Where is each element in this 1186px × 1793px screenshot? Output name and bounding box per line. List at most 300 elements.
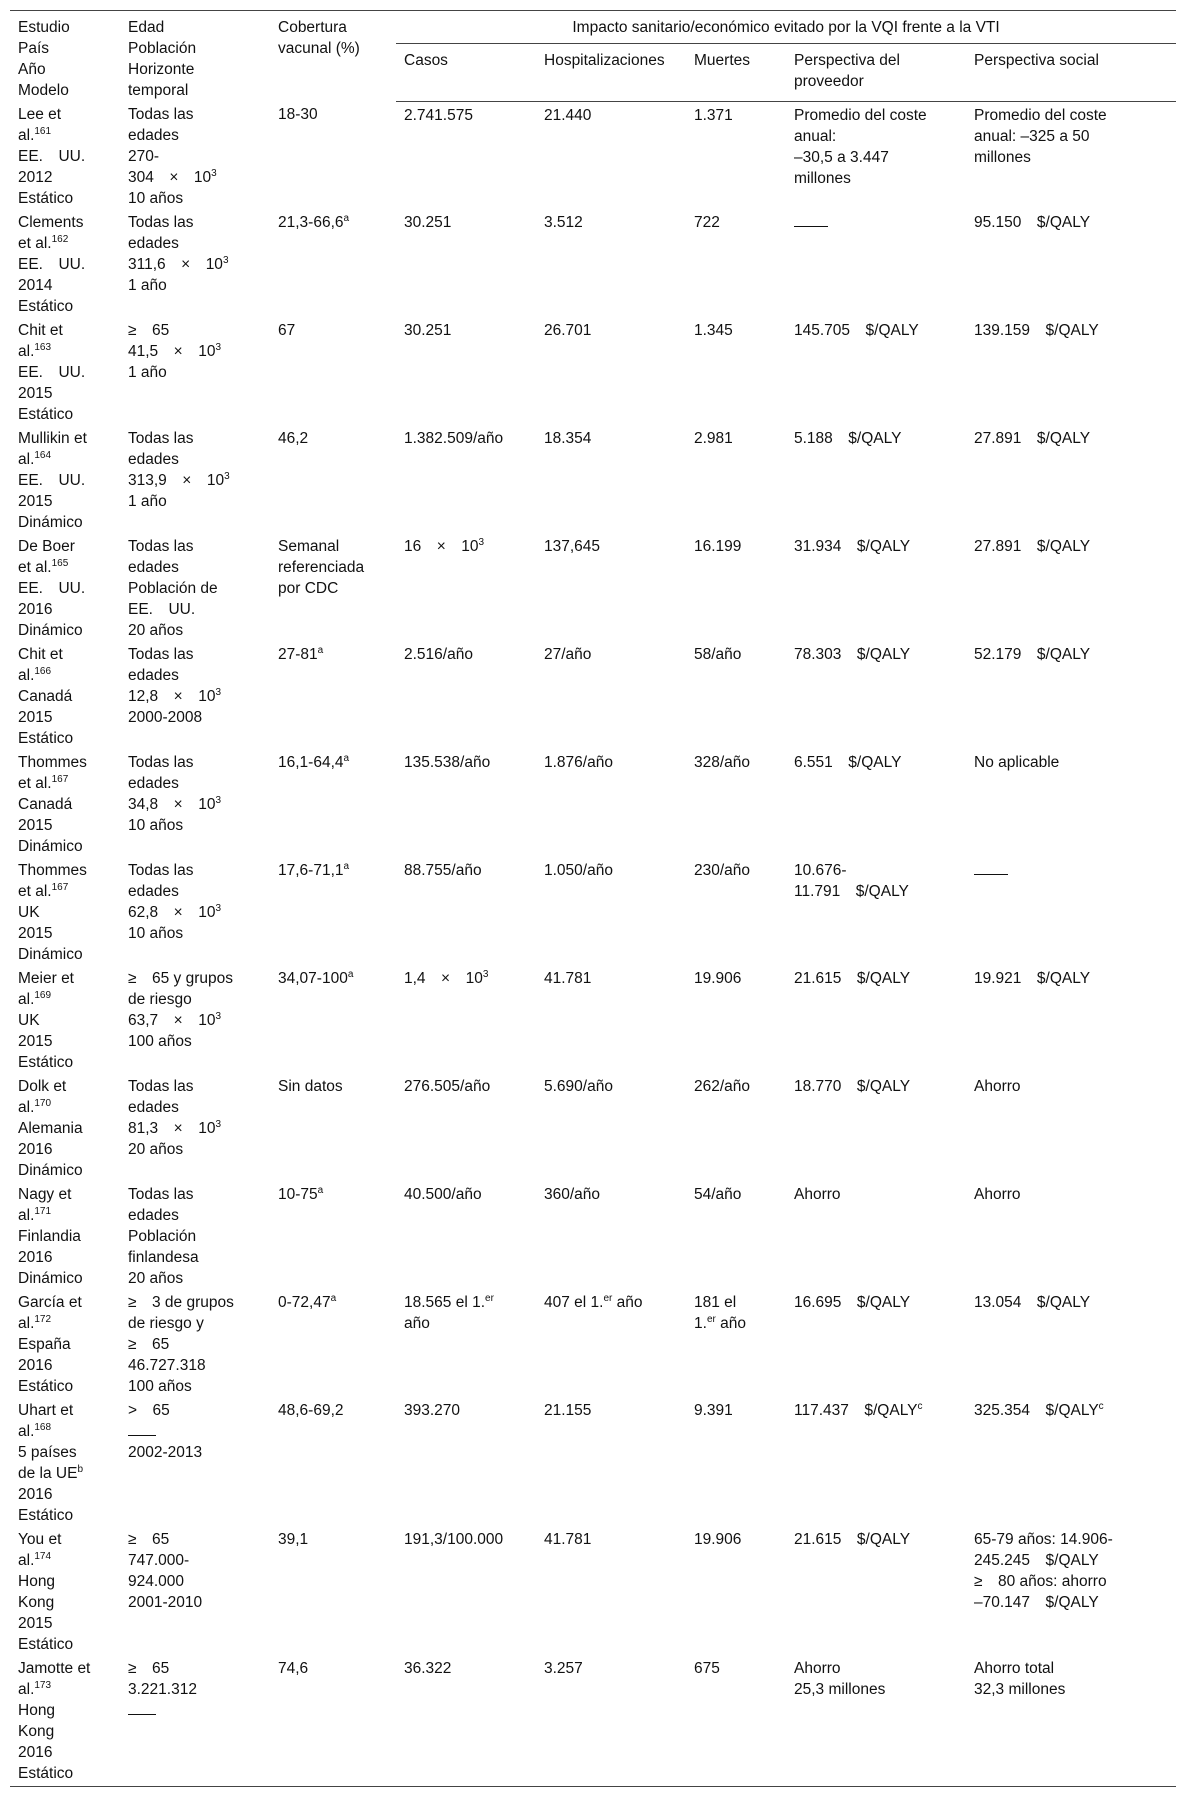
cell-line: 747.000-: [128, 1552, 190, 1569]
cell-edad: [120, 1289, 270, 1397]
cell-estudio: [10, 101, 120, 209]
table-row: [10, 317, 1176, 425]
cell-line: ≥ 80 años: ahorro: [974, 1573, 1107, 1590]
cell-casos: [396, 749, 536, 857]
cell-line: Jamotte et: [18, 1660, 91, 1677]
cell-line: 6.551 $/QALY: [794, 754, 902, 771]
cell-social: [966, 209, 1176, 317]
cell-line: 10 años: [128, 817, 184, 834]
cell-edad: [120, 965, 270, 1073]
cell-line: 26.701: [544, 322, 592, 339]
cell-cobertura: [270, 1073, 396, 1181]
cell-muertes: [686, 965, 786, 1073]
cell-casos: [396, 425, 536, 533]
cell-line: 27.891 $/QALY: [974, 538, 1091, 555]
table-row: [10, 857, 1176, 965]
cell-line: Kong: [18, 1594, 55, 1611]
cell-line: 41.781: [544, 1531, 592, 1548]
cell-line: et al.$^{167}$: [18, 773, 69, 792]
cell-muertes: [686, 425, 786, 533]
cell-social: [966, 101, 1176, 209]
cell-line: 311,6 × $10^3$: [128, 254, 229, 273]
cell-line: 0-72,47$^a$: [278, 1292, 337, 1311]
header-cobertura: Cobertura vacunal (%): [270, 11, 396, 102]
cell-line: al.$^{173}$: [18, 1679, 52, 1698]
cell-line: de riesgo: [128, 991, 192, 1008]
cell-proveedor: [786, 965, 966, 1073]
cell-estudio: [10, 317, 120, 425]
cell-edad: [120, 1181, 270, 1289]
cell-proveedor: [786, 1397, 966, 1526]
superscript: a: [343, 860, 350, 872]
cell-muertes: [686, 749, 786, 857]
cell-muertes: [686, 1397, 786, 1526]
cell-social: [966, 641, 1176, 749]
superscript: er: [485, 1292, 494, 1304]
table-row: [10, 1655, 1176, 1787]
cell-line: 20 años: [128, 1270, 184, 1287]
cell-line: 10 años: [128, 190, 184, 207]
cell-line: 27-81$^a$: [278, 644, 324, 663]
table-row: [10, 965, 1176, 1073]
cell-line: Estático: [18, 1636, 74, 1653]
cell-edad: [120, 209, 270, 317]
cell-line: 1.371: [694, 106, 733, 124]
cell-line: Sin datos: [278, 1078, 343, 1095]
cell-line: 1,4 × $10^3$: [404, 968, 489, 987]
header-hospitalizaciones: Hospitalizaciones: [536, 44, 686, 101]
cell-line: 21,3-66,6$^a$: [278, 212, 350, 231]
cell-line: 2015: [18, 817, 53, 834]
superscript: a: [343, 212, 350, 224]
cell-line: EE. UU.: [18, 472, 86, 489]
cell-muertes: [686, 1181, 786, 1289]
cell-line: Estático: [18, 406, 74, 423]
cell-line: > 65: [128, 1402, 170, 1419]
cell-muertes: [686, 209, 786, 317]
cell-muertes: [686, 1289, 786, 1397]
cell-line: España: [18, 1336, 71, 1353]
cell-line: 18-30: [278, 106, 318, 123]
cell-line: 2012: [18, 169, 53, 186]
cell-estudio: [10, 1397, 120, 1526]
cell-line: 34,8 × $10^3$: [128, 794, 222, 813]
cell-cobertura: [270, 533, 396, 641]
cell-line: 19.906: [694, 970, 742, 987]
cell-line: Ahorro: [974, 1186, 1021, 1203]
cell-line: edades: [128, 559, 179, 576]
cell-line: de riesgo y: [128, 1315, 204, 1332]
cell-line: Todas las: [128, 862, 194, 879]
cell-line: De Boer: [18, 538, 75, 555]
cell-line: 2016: [18, 601, 53, 618]
cell-line: 325.354 $/QALY$^c$: [974, 1400, 1104, 1419]
cell-hosp: [536, 425, 686, 533]
superscript: 168: [34, 1421, 52, 1433]
cell-casos: [396, 1526, 536, 1655]
cell-line: ≥ 65: [128, 1531, 170, 1548]
cell-line: et al.$^{165}$: [18, 557, 69, 576]
table-container: [10, 10, 1176, 1787]
cell-line: –70.147 $/QALY: [974, 1594, 1099, 1611]
superscript: 3: [215, 902, 222, 914]
superscript: 3: [224, 470, 230, 482]
cell-line: Dinámico: [18, 622, 83, 639]
cell-line: 21.615 $/QALY: [794, 1531, 911, 1548]
superscript: 166: [34, 665, 52, 677]
cell-proveedor: [786, 1526, 966, 1655]
cell-line: anual:: [794, 127, 837, 145]
cell-line: 100 años: [128, 1378, 192, 1395]
cell-line: EE. UU.: [18, 364, 86, 381]
superscript: 172: [34, 1313, 52, 1325]
cell-line: 17,6-71,1$^a$: [278, 860, 350, 879]
cell-line: 10-75$^a$: [278, 1184, 324, 1203]
cell-line: 2016: [18, 1744, 53, 1761]
cell-line: 40.500/año: [404, 1186, 482, 1203]
cell-edad: [120, 749, 270, 857]
cell-line: 3.257: [544, 1660, 583, 1677]
cell-proveedor: [786, 857, 966, 965]
cell-estudio: [10, 1526, 120, 1655]
cell-line: 30.251: [404, 322, 452, 339]
cell-hosp: [536, 533, 686, 641]
cell-social: [966, 1655, 1176, 1787]
cell-proveedor: [786, 101, 966, 209]
cell-line: Ahorro total: [974, 1660, 1055, 1677]
superscript: b: [77, 1463, 84, 1475]
cell-line: EE. UU.: [18, 580, 86, 597]
cell-line: 230/año: [694, 862, 751, 879]
cell-line: [128, 1700, 262, 1721]
cell-edad: [120, 1655, 270, 1787]
cell-line: Lee et: [18, 106, 62, 123]
cell-cobertura: [270, 857, 396, 965]
cell-line: 328/año: [694, 754, 751, 771]
cell-line: anual: –325 a 50: [974, 127, 1090, 145]
cell-line: 63,7 × $10^3$: [128, 1010, 222, 1029]
table-row: [10, 1073, 1176, 1181]
superscript: 3: [482, 968, 489, 980]
cell-line: García et: [18, 1294, 82, 1311]
cell-line: 1 año: [128, 277, 167, 294]
dash-placeholder: [794, 214, 828, 227]
cell-line: 1.382.509/año: [404, 430, 504, 447]
cell-casos: [396, 1655, 536, 1787]
cell-proveedor: [786, 1655, 966, 1787]
cell-line: al.$^{170}$: [18, 1097, 52, 1116]
cell-cobertura: [270, 209, 396, 317]
cell-line: 67: [278, 322, 296, 339]
cell-cobertura: [270, 317, 396, 425]
cell-line: 2000-2008: [128, 709, 203, 726]
cell-line: 1.050/año: [544, 862, 613, 879]
cell-line: 39,1: [278, 1531, 309, 1548]
cell-line: 3.512: [544, 214, 583, 231]
cell-line: edades: [128, 235, 179, 252]
cell-line: Promedio del coste: [794, 106, 927, 124]
cell-social: [966, 1397, 1176, 1526]
superscript: 174: [34, 1550, 52, 1562]
cell-line: 5.188 $/QALY: [794, 430, 902, 447]
cell-line: Ahorro: [974, 1078, 1021, 1095]
cell-line: 34,07-100$^a$: [278, 968, 354, 987]
cell-line: 30.251: [404, 214, 452, 231]
cell-hosp: [536, 1181, 686, 1289]
cell-line: 32,3 millones: [974, 1681, 1066, 1698]
table-row: [10, 1289, 1176, 1397]
cell-line: 65-79 años: 14.906-: [974, 1531, 1113, 1548]
cell-line: 54/año: [694, 1186, 742, 1203]
cell-social: [966, 857, 1176, 965]
cell-line: ≥ 65: [128, 1660, 170, 1677]
cell-line: 2015: [18, 385, 53, 402]
cell-line: Dinámico: [18, 838, 83, 855]
header-proveedor: Perspectiva del proveedor: [786, 44, 966, 101]
cell-line: 12,8 × $10^3$: [128, 686, 222, 705]
cell-line: 78.303 $/QALY: [794, 646, 911, 663]
cell-edad: [120, 1526, 270, 1655]
superscript: er: [706, 1313, 716, 1325]
cell-line: 2014: [18, 277, 53, 294]
cell-line: ≥ 65: [128, 1336, 170, 1353]
superscript: 3: [222, 254, 229, 266]
table-row: [10, 1181, 1176, 1289]
cell-line: millones: [794, 169, 851, 187]
cell-edad: [120, 857, 270, 965]
cell-line: 2015: [18, 493, 53, 510]
cell-line: al.$^{163}$: [18, 341, 52, 360]
cell-muertes: [686, 1526, 786, 1655]
cell-estudio: [10, 425, 120, 533]
cell-line: 1.$^{er}$ año: [694, 1313, 747, 1332]
cell-line: Alemania: [18, 1120, 83, 1137]
cell-line: Todas las: [128, 1186, 194, 1203]
cell-hosp: [536, 641, 686, 749]
cell-line: 2016: [18, 1141, 53, 1158]
cell-line: 74,6: [278, 1660, 309, 1677]
cell-line: et al.$^{162}$: [18, 233, 69, 252]
cell-line: 2015: [18, 1033, 53, 1050]
cell-line: 21.615 $/QALY: [794, 970, 911, 987]
table-row: [10, 749, 1176, 857]
cell-line: Clements: [18, 214, 84, 231]
cell-line: Finlandia: [18, 1228, 81, 1245]
table-row: [10, 1526, 1176, 1655]
cell-edad: [120, 317, 270, 425]
table-row: [10, 425, 1176, 533]
cell-line: 2015: [18, 709, 53, 726]
cell-cobertura: [270, 749, 396, 857]
header-muertes: Muertes: [686, 44, 786, 101]
cell-edad: [120, 101, 270, 209]
cell-estudio: [10, 857, 120, 965]
cell-line: 924.000: [128, 1573, 185, 1590]
cell-line: al.$^{172}$: [18, 1313, 52, 1332]
cell-line: No aplicable: [974, 754, 1060, 771]
table-row: [10, 1397, 1176, 1526]
cell-line: Estático: [18, 730, 74, 747]
cell-line: Thommes: [18, 862, 87, 879]
cell-line: Todas las: [128, 538, 194, 555]
cell-line: 2016: [18, 1486, 53, 1503]
cell-line: Promedio del coste: [974, 106, 1107, 124]
cell-line: Nagy et: [18, 1186, 72, 1203]
cell-casos: [396, 857, 536, 965]
cell-line: 1.876/año: [544, 754, 613, 771]
cell-line: al.$^{161}$: [18, 125, 52, 144]
cell-line: 393.270: [404, 1402, 461, 1419]
cell-line: Chit et: [18, 322, 63, 339]
cell-line: ≥ 3 de grupos: [128, 1294, 234, 1311]
cell-social: [966, 1289, 1176, 1397]
cell-line: Mullikin et: [18, 430, 87, 447]
cell-line: Dinámico: [18, 946, 83, 963]
cell-proveedor: [786, 209, 966, 317]
superscript: 3: [215, 1010, 222, 1022]
superscript: 3: [215, 1118, 222, 1130]
cell-hosp: [536, 965, 686, 1073]
cell-proveedor: [786, 317, 966, 425]
cell-line: ≥ 65 y grupos: [128, 970, 234, 987]
cell-line: 2015: [18, 925, 53, 942]
cell-proveedor: [786, 1073, 966, 1181]
results-table: [10, 10, 1176, 1787]
cell-estudio: [10, 209, 120, 317]
superscript: a: [330, 1292, 337, 1304]
superscript: a: [317, 644, 324, 656]
cell-muertes: [686, 641, 786, 749]
cell-line: 1 año: [128, 364, 167, 381]
cell-estudio: [10, 965, 120, 1073]
cell-cobertura: [270, 1181, 396, 1289]
cell-hosp: [536, 857, 686, 965]
cell-hosp: [536, 1655, 686, 1787]
cell-casos: [396, 641, 536, 749]
cell-line: Todas las: [128, 430, 194, 447]
cell-hosp: [536, 317, 686, 425]
cell-estudio: [10, 533, 120, 641]
cell-line: 48,6-69,2: [278, 1402, 344, 1419]
cell-line: Todas las: [128, 1078, 194, 1095]
cell-line: 16,1-64,4$^a$: [278, 752, 350, 771]
cell-line: Estático: [18, 190, 74, 207]
cell-cobertura: [270, 1526, 396, 1655]
cell-line: Ahorro: [794, 1660, 841, 1677]
cell-line: edades: [128, 667, 179, 684]
cell-line: Todas las: [128, 646, 194, 663]
cell-hosp: [536, 1289, 686, 1397]
cell-social: [966, 1526, 1176, 1655]
cell-line: de la $UE^b$: [18, 1463, 84, 1482]
cell-cobertura: [270, 101, 396, 209]
cell-line: 722: [694, 214, 720, 231]
cell-line: 21.440: [544, 106, 592, 124]
header-social: Perspectiva social: [966, 44, 1176, 101]
cell-cobertura: [270, 1397, 396, 1526]
cell-line: Estático: [18, 1054, 74, 1071]
cell-line: 46.727.318: [128, 1357, 206, 1374]
cell-line: 10 años: [128, 925, 184, 942]
cell-cobertura: [270, 1289, 396, 1397]
cell-proveedor: [786, 1289, 966, 1397]
superscript: 3: [478, 536, 485, 548]
superscript: 167: [51, 773, 69, 785]
cell-line: 31.934 $/QALY: [794, 538, 911, 555]
table-body: [10, 101, 1176, 1787]
cell-edad: [120, 1073, 270, 1181]
cell-line: 18.770 $/QALY: [794, 1078, 911, 1095]
superscript: 162: [51, 233, 69, 245]
cell-line: 360/año: [544, 1186, 601, 1203]
header-estudio: Estudio País Año Modelo: [10, 11, 120, 102]
cell-line: 18.354: [544, 430, 592, 447]
cell-line: 2015: [18, 1615, 53, 1632]
superscript: a: [343, 752, 350, 764]
cell-line: Semanal: [278, 538, 340, 555]
cell-line: 1.345: [694, 322, 733, 339]
cell-line: edades: [128, 451, 179, 468]
cell-line: al.$^{169}$: [18, 989, 52, 1008]
cell-line: –30,5 a 3.447: [794, 148, 889, 166]
cell-line: 181 el: [694, 1294, 737, 1311]
cell-cobertura: [270, 425, 396, 533]
table-header: [10, 11, 1176, 102]
superscript: 165: [51, 557, 69, 569]
cell-line: 145.705 $/QALY: [794, 322, 919, 339]
cell-line: 27/año: [544, 646, 592, 663]
cell-edad: [120, 425, 270, 533]
cell-proveedor: [786, 749, 966, 857]
cell-estudio: [10, 749, 120, 857]
cell-line: edades: [128, 1099, 179, 1116]
cell-line: 276.505/año: [404, 1078, 491, 1095]
cell-line: por CDC: [278, 580, 339, 597]
header-impacto: Impacto sanitario/económico evitado por la VQI frente a la VTI: [396, 11, 1176, 44]
cell-line: 36.322: [404, 1660, 452, 1677]
cell-line: 117.437 $/QALY$^c$: [794, 1400, 923, 1419]
cell-line: 58/año: [694, 646, 742, 663]
cell-muertes: [686, 857, 786, 965]
cell-line: Población: [128, 1228, 197, 1245]
cell-cobertura: [270, 1655, 396, 1787]
superscript: 3: [211, 167, 217, 179]
cell-edad: [120, 533, 270, 641]
cell-line: 11.791 $/QALY: [794, 883, 909, 900]
cell-proveedor: [786, 425, 966, 533]
cell-line: 13.054 $/QALY: [974, 1294, 1091, 1311]
cell-cobertura: [270, 965, 396, 1073]
cell-line: 270-: [128, 148, 160, 165]
cell-social: [966, 749, 1176, 857]
cell-hosp: [536, 749, 686, 857]
dash-placeholder: [974, 862, 1008, 875]
cell-estudio: [10, 1181, 120, 1289]
dash-placeholder: [128, 1702, 156, 1715]
cell-line: 3.221.312: [128, 1681, 197, 1698]
cell-casos: [396, 1073, 536, 1181]
cell-line: 18.565 el 1.$^{er}$: [404, 1292, 494, 1311]
cell-edad: [120, 641, 270, 749]
cell-line: Todas las: [128, 754, 194, 771]
cell-line: Canadá: [18, 688, 73, 705]
cell-line: al.$^{174}$: [18, 1550, 52, 1569]
cell-line: 19.906: [694, 1531, 742, 1548]
table-row: [10, 533, 1176, 641]
cell-line: Estático: [18, 1765, 74, 1782]
cell-line: Kong: [18, 1723, 55, 1740]
dash-placeholder: [128, 1423, 156, 1436]
